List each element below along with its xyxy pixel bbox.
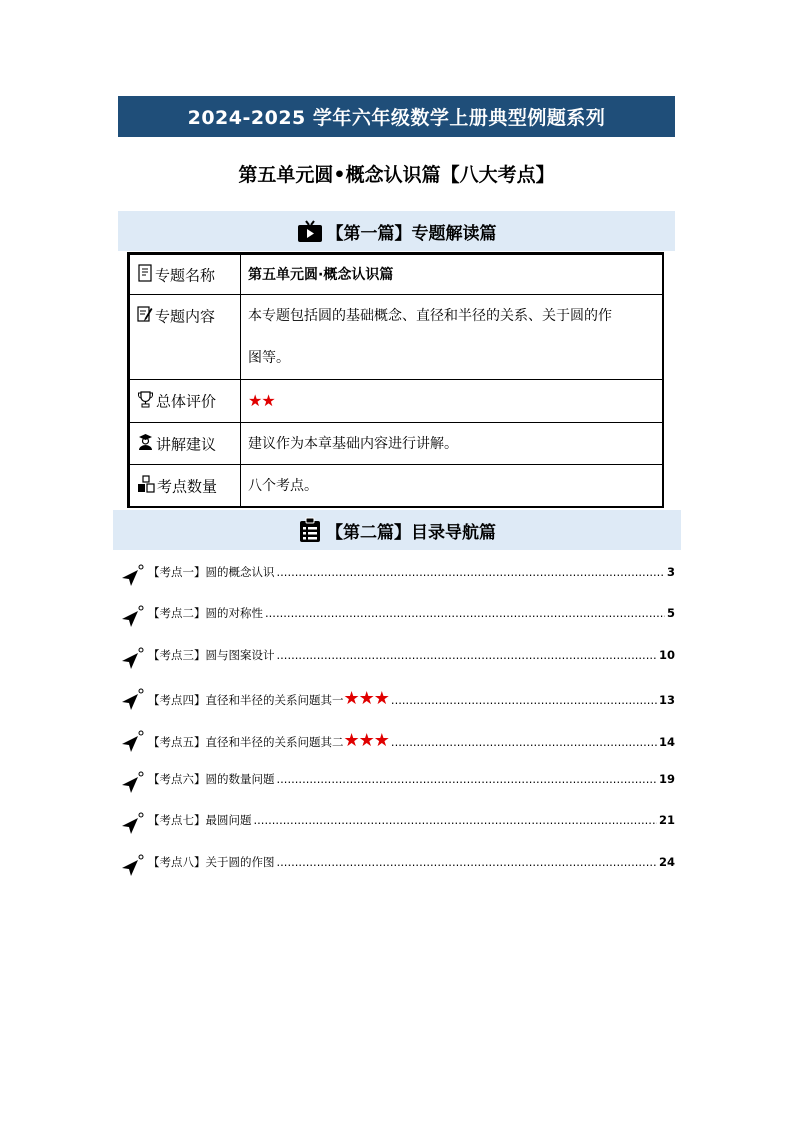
table-row — [130, 295, 664, 380]
toc-page: 24 — [658, 854, 675, 869]
row-value — [241, 295, 664, 380]
toc-item[interactable] — [118, 724, 678, 765]
toc-stars: ★★★ — [343, 688, 389, 710]
toc-item[interactable] — [118, 765, 678, 806]
pointer-arrow-icon — [120, 647, 144, 674]
row-key-label: 专题名称 — [155, 266, 216, 284]
toc-label: 【考点二】圆的对称性 — [148, 606, 263, 621]
rating-stars: ★★ — [248, 390, 275, 410]
toc-leader — [277, 565, 665, 579]
row-value — [241, 380, 664, 423]
toc-leader — [265, 606, 665, 620]
row-value-line: 图等。 — [248, 350, 290, 366]
pointer-arrow-icon — [120, 564, 144, 591]
toc-page: 21 — [658, 813, 675, 828]
section-title-2: 【第二篇】目录导航篇 — [326, 522, 496, 543]
document-icon — [137, 264, 153, 286]
page-title: 第五单元圆•概念认识篇【八大考点】 — [238, 164, 555, 186]
topic-info-table — [129, 254, 664, 508]
blocks-icon — [137, 475, 155, 497]
row-key — [130, 295, 241, 380]
toc-page: 14 — [658, 734, 675, 749]
row-value: 八个考点。 — [241, 465, 664, 508]
toc-label: 【考点三】圆与图案设计 — [148, 647, 275, 662]
teacher-icon — [137, 433, 154, 455]
row-key — [130, 380, 241, 423]
trophy-icon — [137, 390, 154, 412]
toc-leader — [277, 772, 657, 786]
table-row — [130, 380, 664, 423]
toc-label: 【考点八】关于圆的作图 — [148, 854, 275, 869]
toc-item[interactable] — [118, 848, 678, 889]
edit-icon — [137, 305, 153, 327]
table-row — [130, 255, 664, 295]
series-banner: 2024-2025 学年六年级数学上册典型例题系列 — [118, 96, 675, 137]
tv-icon — [297, 218, 323, 244]
row-key-label: 讲解建议 — [156, 435, 217, 453]
pointer-arrow-icon — [120, 771, 144, 798]
clipboard-icon — [298, 517, 322, 543]
toc-item[interactable] — [118, 641, 678, 682]
toc-item[interactable] — [118, 682, 678, 723]
section-header-1 — [118, 211, 675, 251]
row-value: 建议作为本章基础内容进行讲解。 — [241, 423, 664, 465]
toc-page: 19 — [658, 771, 675, 786]
pointer-arrow-icon — [120, 812, 144, 839]
toc-item[interactable] — [118, 558, 678, 599]
row-key — [130, 465, 241, 508]
toc-page: 10 — [658, 647, 675, 662]
toc-label: 【考点七】最圆问题 — [148, 813, 252, 828]
toc-list — [118, 558, 678, 889]
row-key-label: 考点数量 — [157, 477, 218, 496]
toc-page: 5 — [666, 606, 675, 621]
toc-leader — [277, 648, 657, 662]
toc-item[interactable] — [118, 806, 678, 847]
section-header-2 — [113, 510, 681, 550]
toc-stars: ★★★ — [343, 729, 389, 751]
section-title-1: 【第一篇】专题解读篇 — [326, 223, 497, 244]
table-row — [130, 423, 664, 465]
toc-leader — [277, 855, 657, 869]
pointer-arrow-icon — [120, 854, 144, 881]
row-key-label: 总体评价 — [156, 392, 217, 411]
pointer-arrow-icon — [120, 605, 144, 632]
row-value: 第五单元圆·概念认识篇 — [241, 255, 664, 295]
table-row — [130, 465, 664, 508]
toc-leader — [391, 735, 657, 749]
row-key-label: 专题内容 — [155, 307, 216, 326]
toc-label: 【考点六】圆的数量问题 — [148, 771, 275, 786]
row-value-line: 本专题包括圆的基础概念、直径和半径的关系、关于圆的作 — [248, 308, 612, 324]
toc-leader — [254, 813, 657, 827]
pointer-arrow-icon — [120, 688, 144, 715]
row-key — [130, 423, 241, 465]
pointer-arrow-icon — [120, 730, 144, 757]
row-key — [130, 255, 241, 295]
toc-label: 【考点五】直径和半径的关系问题其二 — [148, 734, 344, 749]
toc-page: 13 — [658, 693, 675, 708]
toc-page: 3 — [666, 565, 675, 579]
toc-item[interactable] — [118, 599, 678, 640]
toc-label: 【考点一】圆的概念认识 — [148, 565, 275, 579]
toc-leader — [391, 693, 657, 707]
toc-label: 【考点四】直径和半径的关系问题其一 — [148, 693, 344, 708]
